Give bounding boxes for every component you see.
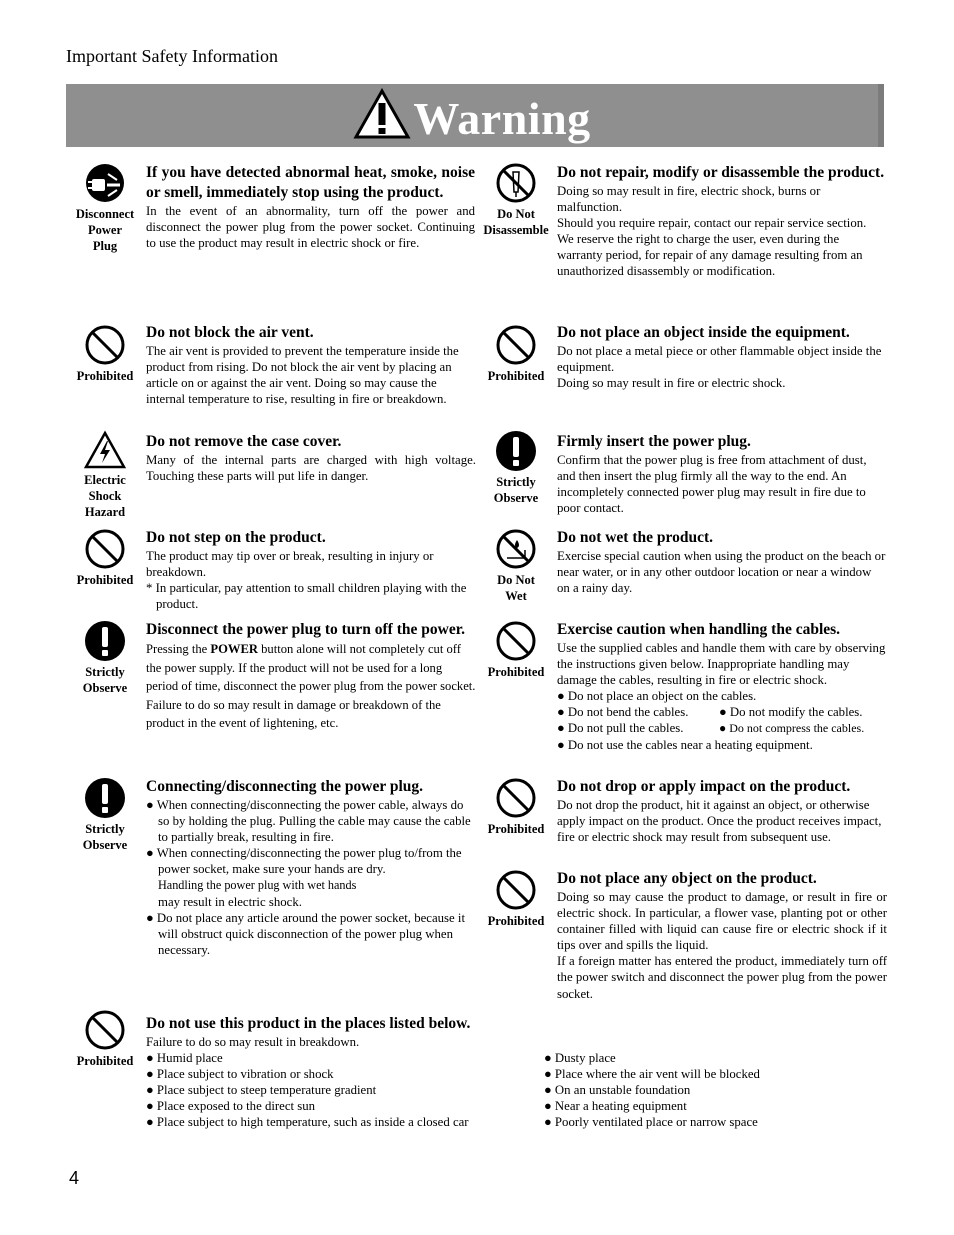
section-title: Exercise caution when handling the cables.: [557, 621, 841, 638]
list-item: ● Do not modify the cables.: [719, 705, 863, 720]
prohibited-icon: [495, 620, 537, 662]
section-no-step: Do not step on the product. The product may tip over or break, resulting in injury or breakdown. * In particular, pay attention to small children playing with the product.: [146, 528, 476, 612]
no-wet-icon: [495, 528, 537, 570]
list-item: ● Place subject to vibration or shock: [146, 1067, 334, 1082]
page-header: Important Safety Information: [66, 46, 278, 66]
list-item: ● Do not use the cables near a heating equipment.: [557, 737, 813, 752]
section-no-object-inside: Do not place an object inside the equipment. Do not place a metal piece or other flammable object inside the equipment. Doing so may result in fire or electric shock.: [557, 323, 887, 391]
list-item: ● Dusty place: [544, 1051, 616, 1066]
section-places: Do not use this product in the places listed below. Failure to do so may result in breakdown. ● Humid place ● Place subject to vibration or shock ● Place subject to steep temperature gradient ● Place exposed to the direct sun ● Place subject to high temperature, such as inside a closed car ● Dusty place ● Place where the air vent will be blocked ● On an unstable foundation ● Near a heating equipment ● Poorly ventilated place or narrow space: [146, 1014, 886, 1131]
list-item: ● Do not place any article around the power socket, because it will obstruct quick disconnection of the power plug when necessary.: [146, 910, 465, 957]
section-abnormality: [146, 163, 475, 251]
list-item: ● When connecting/disconnecting the power cable, always do so by holding the plug. Pulling the cable may cause the cable to partially break, resulting in fire.: [146, 798, 471, 845]
section-title: Do not place an object inside the equipment.: [557, 324, 850, 341]
list-item: ● Do not pull the cables.: [557, 721, 684, 736]
no-disassemble-icon: [495, 162, 537, 204]
prohibited-symbol: Prohibited: [72, 324, 138, 384]
exclamation-icon: [84, 620, 126, 662]
prohibited-symbol: Prohibited: [483, 324, 549, 384]
section-title: Do not repair, modify or disassemble the product.: [557, 164, 885, 181]
list-item: ● Do not place an object on the cables.: [557, 689, 757, 704]
list-item: ● Humid place: [146, 1051, 223, 1066]
section-title: Do not drop or apply impact on the product.: [557, 778, 851, 795]
prohibited-icon: [84, 324, 126, 366]
disconnect-plug-icon: [84, 162, 126, 204]
page-number: 4: [69, 1168, 80, 1188]
do-not-wet-symbol: Do Not Wet: [483, 528, 549, 604]
section-case-cover: Do not remove the case cover. Many of the internal parts are charged with high voltage. Touching these parts will put life in danger.: [146, 433, 476, 484]
exclamation-icon: [495, 430, 537, 472]
electric-shock-icon: [83, 430, 127, 470]
section-title: Disconnect the power plug to turn off the power.: [146, 621, 466, 638]
section-title: If you have detected abnormal heat, smoke, noise or smell, immediately stop using the product.: [146, 164, 475, 201]
section-title: Do not wet the product.: [557, 529, 713, 546]
prohibited-symbol: Prohibited: [483, 777, 549, 837]
list-item: ● Do not compress the cables.: [719, 721, 865, 736]
list-item: ● Place where the air vent will be blocked: [544, 1067, 760, 1082]
electric-shock-hazard-symbol: Electric Shock Hazard: [72, 430, 138, 520]
section-title: Firmly insert the power plug.: [557, 433, 751, 450]
section-cables: Exercise caution when handling the cables. Use the supplied cables and handle them with care by observing the instructions given below. Inappropriate handling may damage the cables, resulting in fire or electric shock. ● Do not place an object on the cables. ● Do not bend the cables. ● Do not modify the cables. ● Do not pull the cables. ● Do not compress the cables. ● Do not use the cables near a heating equipment.: [557, 621, 886, 752]
section-connect-plug: Connecting/disconnecting the power plug. ● When connecting/disconnecting the power cable, always do so by holding the plug. Pulling the cable may cause the cable to partially break, resulting in fire. ● When connecting/disconnecting the power plug to/from the power socket, make sure your hands are dry. Handling the power plug with wet hands may result in electric shock. ● Do not place any article around the power socket, because it will obstruct quick disconnection of the power plug when necessary.: [146, 777, 476, 958]
places-right-list: [544, 1050, 760, 1130]
list-item: ● Place subject to steep temperature gradient: [146, 1083, 377, 1098]
list-item: ● Poorly ventilated place or narrow space: [544, 1115, 758, 1130]
disconnect-power-plug-symbol: Disconnect Power Plug: [72, 162, 138, 254]
strictly-observe-symbol: Strictly Observe: [72, 777, 138, 853]
section-body: Pressing the POWER button alone will not completely cut off the power supply. If the product will not be used for a long period of time, disconnect the power plug from the power socket. Failure to do so may result in damage or breakdown of the product in the event of lightening, etc.: [146, 642, 476, 730]
section-no-object-on: Do not place any object on the product. Doing so may cause the product to damage, or result in fire or electric shock. In particular, a flower vase, planting pot or other container filled with liquid can cause fire or electric shock if it tips over and spills the liquid. If a foreign matter has entered the product, immediately turn off the power switch and disconnect the power plug from the power socket.: [557, 870, 887, 1001]
banner-title: Warning: [413, 92, 591, 144]
strictly-observe-symbol: Strictly Observe: [72, 620, 138, 696]
section-title: Do not remove the case cover.: [146, 433, 342, 450]
section-no-repair: Do not repair, modify or disassemble the product. Doing so may result in fire, electric shock, burns or malfunction. Should you require repair, contact our repair service section. We reserve the right to charge the user, even during the warranty period, for repair of any damage resulting from an unauthorized disassembly or modification.: [557, 163, 887, 280]
list-item: ● When connecting/disconnecting the power plug to/from the power socket, make sure your hands are dry.: [146, 846, 462, 877]
list-item: ● On an unstable foundation: [544, 1083, 691, 1098]
prohibited-symbol: Prohibited: [483, 620, 549, 680]
exclamation-icon: [84, 777, 126, 819]
prohibited-icon: [495, 777, 537, 819]
warning-banner: [66, 84, 884, 147]
section-no-wet: Do not wet the product. Exercise special caution when using the product on the beach or near water, or in any other outdoor location or near a window on a rainy day.: [557, 529, 886, 596]
prohibited-symbol: Prohibited: [72, 528, 138, 588]
places-left-list: [146, 1050, 544, 1130]
prohibited-icon: [495, 869, 537, 911]
section-title: Connecting/disconnecting the power plug.: [146, 778, 424, 795]
list-item: ● Do not bend the cables.: [557, 705, 689, 720]
section-title: Do not place any object on the product.: [557, 870, 817, 887]
list-item: ● Near a heating equipment: [544, 1099, 687, 1114]
prohibited-symbol: Prohibited: [483, 869, 549, 929]
section-title: Do not use this product in the places listed below.: [146, 1015, 471, 1032]
section-title: Do not block the air vent.: [146, 324, 314, 341]
warning-triangle-icon: [353, 88, 411, 140]
section-body: In the event of an abnormality, turn off the power and disconnect the power plug from the power socket. Continuing to use the product may result in electric shock or fire.: [146, 204, 475, 251]
section-insert-plug: Firmly insert the power plug. Confirm that the power plug is free from attachment of dust, and then insert the plug firmly all the way to the end. An incompletely connected power plug may result in fire due to poor contact.: [557, 432, 887, 516]
strictly-observe-symbol: Strictly Observe: [483, 430, 549, 506]
prohibited-symbol: Prohibited: [72, 1009, 138, 1069]
prohibited-icon: [495, 324, 537, 366]
section-disconnect-power: [146, 620, 476, 733]
section-no-drop: Do not drop or apply impact on the product. Do not drop the product, hit it against an object, or otherwise apply impact on the product. Once the product receives impact, fire or electric shock may result from subsequent use.: [557, 777, 887, 845]
prohibited-icon: [84, 1009, 126, 1051]
section-title: Do not step on the product.: [146, 529, 326, 546]
section-air-vent: Do not block the air vent. The air vent is provided to prevent the temperature inside the product from rising. Do not block the air vent by placing an article on or against the air vent. Doing so may cause the internal temperature to rise, resulting in fire or breakdown.: [146, 323, 476, 407]
do-not-disassemble-symbol: Do Not Disassemble: [483, 162, 549, 238]
list-item: ● Place subject to high temperature, such as inside a closed car: [146, 1115, 469, 1130]
prohibited-icon: [84, 528, 126, 570]
list-item: ● Place exposed to the direct sun: [146, 1099, 316, 1114]
